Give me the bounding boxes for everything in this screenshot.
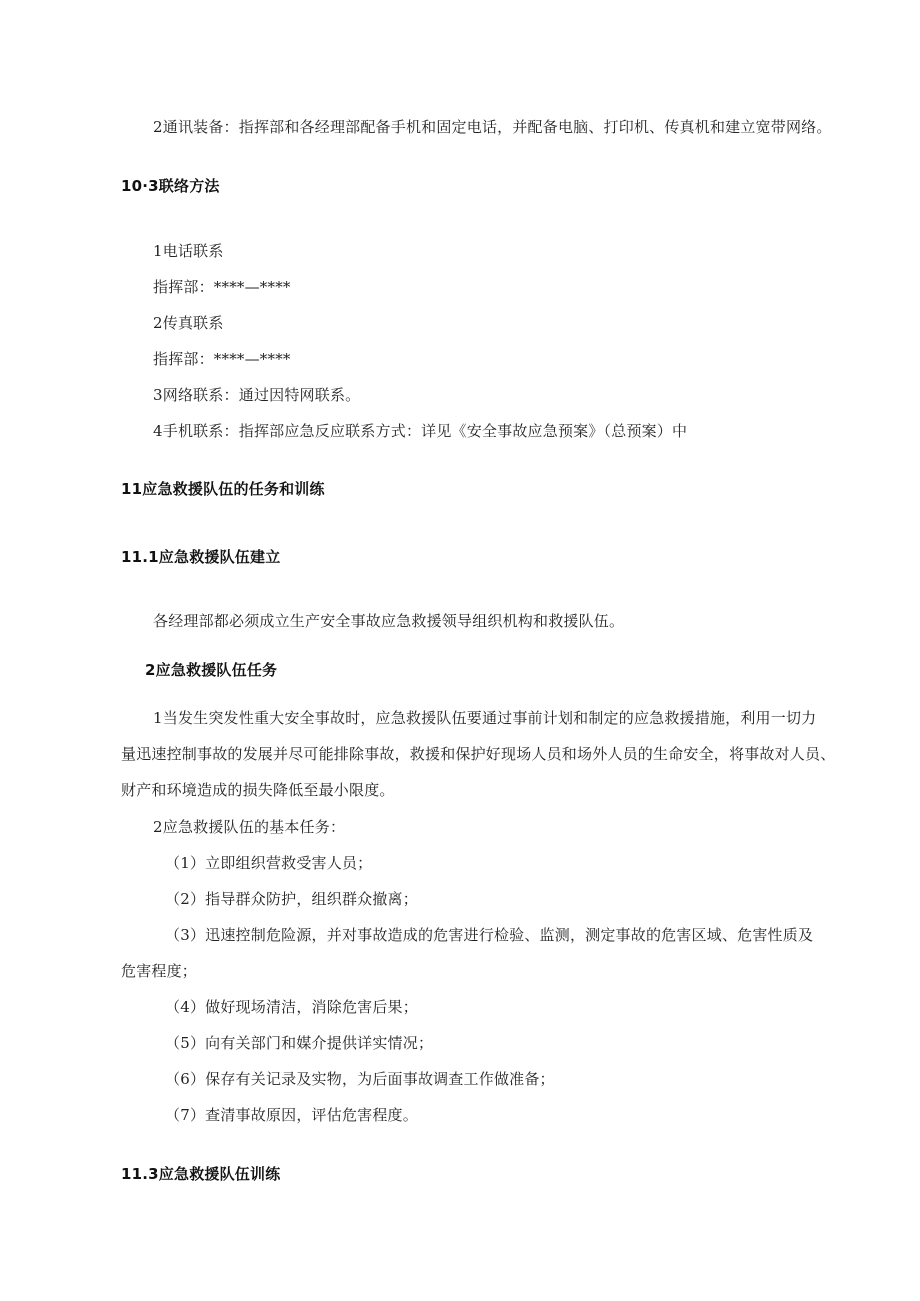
comm-equipment-paragraph: 2通讯装备：指挥部和各经理部配备手机和固定电话，并配备电脑、打印机、传真机和建立宽带网络。 [153, 118, 832, 136]
basic-tasks-intro: 2应急救援队伍的基本任务： [153, 818, 346, 836]
task-item-3: （3）迅速控制危险源，并对事故造成的危害进行检验、监测，测定事故的危害区域、危害性质及 [165, 926, 814, 944]
task-item-2: （2）指导群众防护，组织群众撤离； [165, 890, 418, 908]
task-item-5: （5）向有关部门和媒介提供详实情况； [165, 1034, 434, 1052]
task-paragraph-line-2: 量迅速控制事故的发展并尽可能排除事故，救援和保护好现场人员和场外人员的生命安全，将事故对人员、 [121, 745, 836, 763]
task-item-7: （7）查清事故原因，评估危害程度。 [165, 1106, 418, 1124]
section-10-3-heading: 10·3联络方法 [121, 177, 220, 195]
phone-contact-value: 指挥部：****—**** [153, 278, 291, 296]
task-item-4: （4）做好现场清洁，消除危害后果； [165, 998, 418, 1016]
network-contact: 3网络联系：通过因特网联系。 [153, 386, 361, 404]
fax-contact-value: 指挥部：****—**** [153, 350, 291, 368]
task-item-6: （6）保存有关记录及实物，为后面事故调查工作做准备； [165, 1070, 555, 1088]
section-11-2-heading: 2应急救援队伍任务 [145, 661, 278, 679]
section-11-1-heading: 11.1应急救援队伍建立 [121, 548, 281, 566]
task-item-1: （1）立即组织营救受害人员； [165, 854, 373, 872]
section-11-heading: 11应急救援队伍的任务和训练 [121, 480, 325, 498]
phone-contact-title: 1电话联系 [153, 242, 224, 260]
section-11-3-heading: 11.3应急救援队伍训练 [121, 1165, 281, 1183]
fax-contact-title: 2传真联系 [153, 314, 224, 332]
section-11-1-body: 各经理部都必须成立生产安全事故应急救援领导组织机构和救援队伍。 [153, 612, 625, 630]
task-paragraph-line-3: 财产和环境造成的损失降低至最小限度。 [121, 781, 395, 799]
mobile-contact: 4手机联系：指挥部应急反应联系方式：详见《安全事故应急预案》（总预案）中 [153, 422, 688, 440]
task-item-3-continued: 危害程度； [121, 962, 198, 980]
task-paragraph-line-1: 1当发生突发性重大安全事故时，应急救援队伍要通过事前计划和制定的应急救援措施，利用一切力 [153, 709, 817, 727]
